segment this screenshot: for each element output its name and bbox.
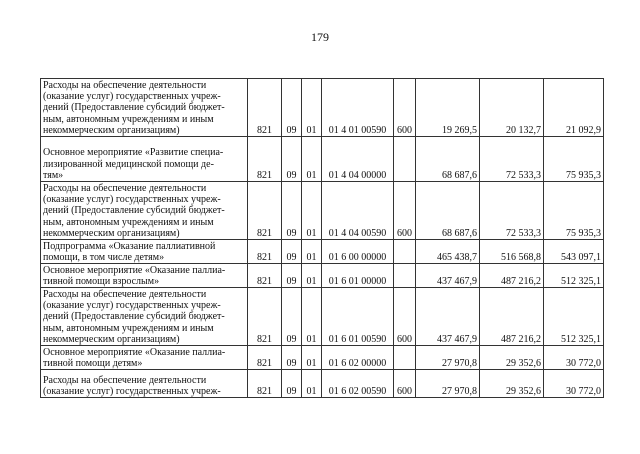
subsection-cell: 01 — [302, 346, 322, 370]
row-name-line: ным, автономным учреждениям и иным — [43, 322, 214, 334]
grbs-cell: 821 — [248, 182, 282, 240]
expense-type-cell — [394, 346, 416, 370]
section-cell: 09 — [282, 346, 302, 370]
expense-type-cell — [394, 264, 416, 288]
section-cell: 09 — [282, 240, 302, 264]
amount-year1-cell: 437 467,9 — [416, 288, 480, 346]
target-article-cell: 01 6 01 00000 — [322, 264, 394, 288]
amount-year2-cell: 516 568,8 — [480, 240, 544, 264]
row-name-line: ным, автономным учреждениям и иным — [43, 113, 214, 125]
subsection-cell: 01 — [302, 137, 322, 182]
expense-type-cell: 600 — [394, 370, 416, 398]
expense-type-cell: 600 — [394, 79, 416, 137]
amount-year3-cell: 75 935,3 — [544, 137, 604, 182]
amount-year2-cell: 29 352,6 — [480, 370, 544, 398]
row-name-line: (оказание услуг) государственных учреж- — [43, 91, 221, 103]
row-name — [41, 137, 248, 182]
row-name-line: Расходы на обеспечение деятельности — [43, 374, 207, 386]
subsection-cell: 01 — [302, 182, 322, 240]
budget-table — [40, 78, 604, 398]
row-name-line: тивной помощи детям» — [43, 357, 143, 369]
row-name-line: Расходы на обеспечение деятельности — [43, 79, 207, 91]
row-name — [41, 288, 248, 346]
amount-year3-cell: 21 092,9 — [544, 79, 604, 137]
amount-year3-cell: 75 935,3 — [544, 182, 604, 240]
row-name-line: некоммерческим организациям) — [43, 227, 180, 239]
page-number: 179 — [311, 30, 329, 44]
grbs-cell: 821 — [248, 288, 282, 346]
row-name-line: ным, автономным учреждениям и иным — [43, 216, 214, 228]
amount-year1-cell: 465 438,7 — [416, 240, 480, 264]
row-name-line: (оказание услуг) государственных учреж- — [43, 385, 221, 397]
subsection-cell: 01 — [302, 370, 322, 398]
row-name-line: помощи, в том числе детям» — [43, 251, 165, 263]
target-article-cell: 01 6 01 00590 — [322, 288, 394, 346]
row-name — [41, 264, 248, 288]
row-name — [41, 346, 248, 370]
row-name-line: (оказание услуг) государственных учреж- — [43, 300, 221, 312]
amount-year2-cell: 72 533,3 — [480, 182, 544, 240]
section-cell: 09 — [282, 137, 302, 182]
row-name — [41, 182, 248, 240]
amount-year1-cell: 19 269,5 — [416, 79, 480, 137]
subsection-cell: 01 — [302, 240, 322, 264]
row-name-line: Расходы на обеспечение деятельности — [43, 182, 207, 194]
table-row — [41, 137, 604, 182]
row-name-line: (оказание услуг) государственных учреж- — [43, 194, 221, 206]
row-name-line: дений (Предоставление субсидий бюджет- — [43, 102, 225, 114]
target-article-cell: 01 6 02 00590 — [322, 370, 394, 398]
table-row — [41, 370, 604, 398]
section-cell: 09 — [282, 182, 302, 240]
table-row — [41, 182, 604, 240]
row-name-line: Расходы на обеспечение деятельности — [43, 288, 207, 300]
grbs-cell: 821 — [248, 264, 282, 288]
grbs-cell: 821 — [248, 240, 282, 264]
row-name-line: тивной помощи взрослым» — [43, 275, 160, 287]
row-name — [41, 79, 248, 137]
amount-year1-cell: 27 970,8 — [416, 346, 480, 370]
target-article-cell: 01 4 04 00000 — [322, 137, 394, 182]
row-name-line: Основное мероприятие «Оказание паллиа- — [43, 346, 226, 358]
expense-type-cell: 600 — [394, 182, 416, 240]
expense-type-cell — [394, 240, 416, 264]
section-cell: 09 — [282, 79, 302, 137]
amount-year1-cell: 437 467,9 — [416, 264, 480, 288]
amount-year3-cell: 543 097,1 — [544, 240, 604, 264]
amount-year2-cell: 487 216,2 — [480, 264, 544, 288]
row-name-line: Основное мероприятие «Развитие специа- — [43, 147, 224, 159]
table-row — [41, 79, 604, 137]
amount-year2-cell: 487 216,2 — [480, 288, 544, 346]
grbs-cell: 821 — [248, 79, 282, 137]
target-article-cell: 01 4 01 00590 — [322, 79, 394, 137]
grbs-cell: 821 — [248, 370, 282, 398]
expense-type-cell — [394, 137, 416, 182]
row-name-line: дений (Предоставление субсидий бюджет- — [43, 311, 225, 323]
subsection-cell: 01 — [302, 79, 322, 137]
subsection-cell: 01 — [302, 264, 322, 288]
row-name-line: некоммерческим организациям) — [43, 124, 180, 136]
row-name-line: тям» — [43, 169, 64, 181]
section-cell: 09 — [282, 264, 302, 288]
amount-year3-cell: 512 325,1 — [544, 288, 604, 346]
expense-type-cell: 600 — [394, 288, 416, 346]
table-row — [41, 288, 604, 346]
row-name-line: некоммерческим организациям) — [43, 333, 180, 345]
target-article-cell: 01 6 00 00000 — [322, 240, 394, 264]
table-row — [41, 346, 604, 370]
row-name — [41, 370, 248, 398]
subsection-cell: 01 — [302, 288, 322, 346]
grbs-cell: 821 — [248, 137, 282, 182]
row-name — [41, 240, 248, 264]
amount-year3-cell: 30 772,0 — [544, 370, 604, 398]
row-name-line: лизированной медицинской помощи де- — [43, 158, 214, 170]
table-body — [41, 79, 604, 398]
row-name-line: дений (Предоставление субсидий бюджет- — [43, 205, 225, 217]
amount-year1-cell: 68 687,6 — [416, 182, 480, 240]
amount-year1-cell: 68 687,6 — [416, 137, 480, 182]
amount-year1-cell: 27 970,8 — [416, 370, 480, 398]
grbs-cell: 821 — [248, 346, 282, 370]
amount-year3-cell: 512 325,1 — [544, 264, 604, 288]
table-row — [41, 264, 604, 288]
row-name-line: Подпрограмма «Оказание паллиативной — [43, 240, 216, 252]
section-cell: 09 — [282, 288, 302, 346]
amount-year2-cell: 29 352,6 — [480, 346, 544, 370]
amount-year2-cell: 20 132,7 — [480, 79, 544, 137]
section-cell: 09 — [282, 370, 302, 398]
amount-year2-cell: 72 533,3 — [480, 137, 544, 182]
target-article-cell: 01 6 02 00000 — [322, 346, 394, 370]
amount-year3-cell: 30 772,0 — [544, 346, 604, 370]
target-article-cell: 01 4 04 00590 — [322, 182, 394, 240]
table-row — [41, 240, 604, 264]
row-name-line: Основное мероприятие «Оказание паллиа- — [43, 264, 226, 276]
